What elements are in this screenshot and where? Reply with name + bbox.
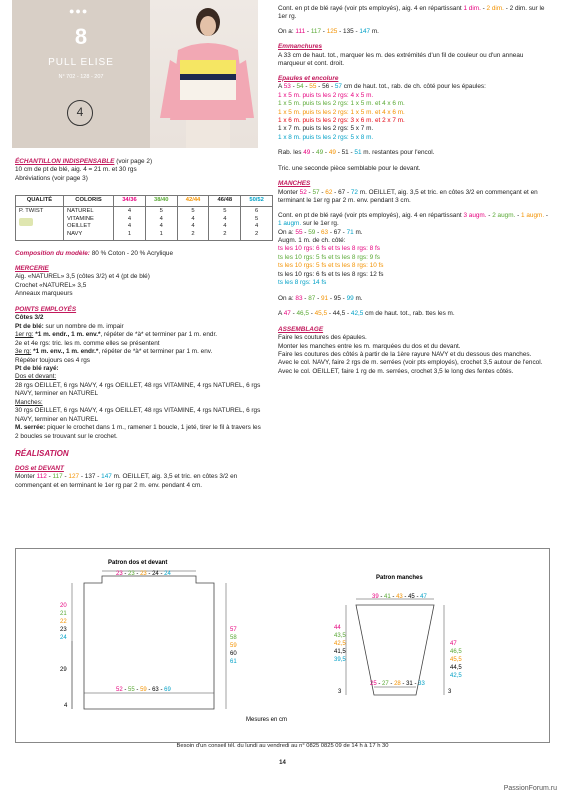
page-number: 14: [279, 760, 286, 766]
col-header: QUALITÉ: [16, 196, 64, 207]
needle-size-badge: 4: [67, 100, 93, 126]
sleeve-right-3: 3: [448, 689, 452, 695]
raye-label: Pt de blé rayé:: [15, 365, 59, 372]
body-right-dim: 61: [230, 659, 237, 665]
epaules-line: 1 x 7 m. puis ts les 2 rgs: 5 x 7 m.: [278, 125, 374, 133]
epaules-title: Epaules et encolure: [278, 74, 339, 82]
body-left-dim: 23: [60, 627, 67, 633]
ptble-label: Pt de blé:: [15, 322, 44, 330]
abbrev-line: Abréviations (voir page 3): [15, 174, 88, 182]
sleeve-left-dim: 42,5: [334, 641, 346, 647]
pattern-diagram: [15, 548, 550, 743]
pattern-header-card: [12, 0, 150, 148]
col-header: COLORIS: [63, 196, 113, 207]
composition-title: Composition du modèle:: [15, 249, 90, 257]
sleeve-bottom-dim: 25 - 27 - 28 - 31 - 33: [370, 681, 425, 687]
dos-devant-title: DOS et DEVANT: [15, 464, 64, 472]
augm-line: ts les 10 rgs: 5 fs et ts les 8 rgs: 10 fs: [278, 262, 384, 270]
ms-label: M. serrée:: [15, 424, 46, 432]
sleeve-right-dim: 46,5: [450, 649, 462, 655]
measures-note: Mesures en cm: [246, 717, 288, 723]
sleeve-left-dim: 43,5: [334, 633, 346, 639]
rg-stitch: *1 m. endr., 1 m. env.*: [33, 331, 101, 339]
colors-cell: NATUREL VITAMINE OEILLET NAVY: [63, 207, 113, 241]
quality-cell: P. TWIST: [16, 207, 64, 241]
rab-final: A 47 - 46,5 - 45,5 - 44,5 - 42,5 cm de haut. tot., rab. ttes les m.: [278, 310, 455, 318]
rg-line: Répéter toujours ces 4 rgs: [15, 356, 90, 364]
body-right-dim: 59: [230, 643, 237, 649]
sleeve-right-dim: 47: [450, 641, 457, 647]
rab-text: Rab. les 49 - 49 - 49 - 51 - 51 m. restantes pour l'encol.: [278, 149, 435, 157]
manches-cont: Cont. en pt de blé rayé (voir pts employés), aig. 4 en répartissant 3 augm. - 2 augm. - 1 augm. - 1 augm. sur le 1er rg.: [278, 211, 548, 228]
points-title: POINTS EMPLOYÉS: [15, 305, 77, 313]
rg-line: 2e et 4e rgs: tric. les m. comme elles se présentent: [15, 339, 160, 347]
cotes-label: Côtes 3/2: [15, 314, 44, 322]
swatch-title: ÉCHANTILLON INDISPENSABLE: [15, 158, 115, 165]
cont-text: Cont. en pt de blé rayé (voir pts employés), aig. 4 en répartissant 1 dim. - 2 dim. - 2 dim. sur le 1er rg.: [278, 5, 545, 21]
diagram-title-body: Patron dos et devant: [108, 560, 168, 566]
epaules-text: A 53 - 54 - 55 - 56 - 57 cm de haut. tot., rab. de ch. côté pour les épaules:: [278, 83, 486, 91]
composition-text: 80 % Coton - 20 % Acrylique: [89, 249, 174, 257]
body-top-dim: 23 - 23 - 23 - 24 - 24: [116, 571, 171, 577]
model-photo: [150, 0, 258, 148]
body-bottom-dim: 52 - 55 - 59 - 63 - 69: [116, 687, 171, 693]
swatch-note: (voir page 2): [114, 158, 153, 165]
assemblage-line: Monter les manches entre les m. marquées du dos et du devant.: [278, 342, 461, 350]
epaules-line: 1 x 5 m. puis ts les 2 rgs: 1 x 5 m. et 4 x 6 m.: [278, 108, 405, 116]
size-cell: 5 4 4 2: [177, 207, 209, 241]
emmanchures-text: A 33 cm de haut. tot., marquer les m. des extrémités d'un fil de couleur ou d'un anneau marqueur et cont. droit.: [278, 51, 524, 68]
mercerie-line: Anneaux marqueurs: [15, 290, 73, 298]
manches-title: MANCHES: [278, 180, 311, 188]
ptble-text: sur un nombre de m. impair: [43, 322, 124, 330]
body-left-dim: 24: [60, 635, 67, 641]
sleeve-left-dim: 39,5: [334, 657, 346, 663]
sleeve-right-dim: 42,5: [450, 673, 462, 679]
yarn-icon: [19, 218, 33, 226]
manches-stripes: 30 rgs OEILLET, 6 rgs NAVY, 4 rgs OEILLET, 48 rgs VITAMINE, 4 rgs NATUREL, 6 rgs NAVY, terminer en NATUREL: [15, 407, 261, 423]
manches-label: Manches:: [15, 398, 43, 406]
swatch-line: 10 cm de pt de blé, aig. 4 = 21 m. et 30 rgs: [15, 166, 137, 174]
epaules-line: 1 x 5 m. puis ts les 2 rgs: 1 x 5 m. et 4 x 6 m.: [278, 100, 405, 108]
body-left-dim: 20: [60, 603, 67, 609]
body-left-dim: 21: [60, 611, 67, 617]
mercerie-line: Aig. «NATUREL» 3,5 (côtes 3/2) et 4 (pt de blé): [15, 273, 150, 281]
manches-text: Monter 52 - 57 - 62 - 67 - 72 m. OEILLET, aig. 3,5 et tric. en côtes 3/2 en commençant et en terminant le 1er rg par 2 m. env. pendant 3 cm.: [278, 188, 538, 205]
yarn-table: [15, 195, 273, 240]
on-a-line: On a: 55 - 59 - 63 - 67 - 71 m.: [278, 228, 363, 236]
dos-devant-text: Monter 112 - 117 - 127 - 137 - 147 m. OEILLET, aig. 3,5 et tric. en côtes 3/2 en commençant et en terminant le 1er rg par 2 m. env. pendant 4 cm.: [15, 473, 238, 489]
mercerie-line: Crochet «NATUREL» 3,5: [15, 281, 87, 289]
assemblage-line: Avec le col. NAVY, faire 2 rgs de m. serrées (voir pts employés), crochet 3,5 autour de l'encol.: [278, 359, 543, 367]
dos-label: Dos et devant:: [15, 373, 57, 381]
difficulty-dots: ●●●: [69, 6, 89, 16]
sleeve-right-dim: 44,5: [450, 665, 462, 671]
emmanchures-title: Emmanchures: [278, 43, 323, 51]
footer-help: Besoin d'un conseil tél. du lundi au vendredi au n° 0825 0825 09 de 14 h à 17 h 30: [176, 743, 389, 749]
rg-label: 3e rg:: [15, 348, 32, 356]
body-right-dim: 57: [230, 627, 237, 633]
on-a-line: On a: 111 - 117 - 125 - 135 - 147 m.: [278, 27, 379, 35]
watermark: PassionForum.ru: [503, 785, 557, 792]
augm-label: Augm. 1 m. de ch. côté:: [278, 236, 346, 244]
assemblage-line: Avec le col. OEILLET, faire 1 rg de m. serrées, crochet 3,5 le long des fentes côtés.: [278, 367, 514, 375]
pattern-number: 8: [74, 24, 88, 49]
on-a-line: On a: 83 - 87 - 91 - 95 - 99 m.: [278, 294, 363, 302]
sleeve-right-dim: 45,5: [450, 657, 462, 663]
pattern-ref: N° 702 - 128 - 207: [58, 74, 104, 80]
assemblage-line: Faire les coutures des côtés à partir de la 1ère rayure NAVY et du dessous des manches.: [278, 350, 532, 358]
rg-stitch: *1 m. env., 1 m. endr.*: [31, 348, 99, 356]
body-left-dim: 22: [60, 619, 67, 625]
rg-text: , répéter de *à* et terminer par 1 m. endr.: [100, 331, 218, 339]
left-column: [15, 158, 265, 490]
col-header: 46/48: [209, 196, 241, 207]
tric-text: Tric. une seconde pièce semblable pour le devant.: [278, 164, 421, 172]
augm-line: ts les 8 rgs: 14 fs: [278, 279, 327, 287]
mercerie-title: MERCERIE: [15, 265, 49, 273]
body-left-dim-4: 4: [64, 703, 68, 709]
sleeve-left-dim: 41,5: [334, 649, 346, 655]
col-header: 34/36: [114, 196, 146, 207]
realisation-title: RÉALISATION: [15, 449, 69, 459]
right-column: [278, 5, 550, 376]
col-header: 50/52: [241, 196, 273, 207]
sleeve-left-3: 3: [338, 689, 342, 695]
epaules-line: 1 x 8 m. puis ts les 2 rgs: 5 x 8 m.: [278, 133, 374, 141]
augm-line: ts les 10 rgs: 6 fs et ts les 8 rgs: 12 fs: [278, 270, 384, 278]
body-right-dim: 58: [230, 635, 237, 641]
ms-text: piquer le crochet dans 1 m., ramener 1 boucle, 1 jeté, tirer le fil à travers les 2 boucles se trouvant sur le crochet.: [15, 424, 261, 440]
augm-line: ts les 10 rgs: 6 fs et ts les 8 rgs: 8 fs: [278, 245, 380, 253]
size-cell: 5 4 4 2: [209, 207, 241, 241]
col-header: 42/44: [177, 196, 209, 207]
assemblage-line: Faire les coutures des épaules.: [278, 334, 367, 342]
dos-stripes: 28 rgs OEILLET, 6 rgs NAVY, 4 rgs OEILLET, 48 rgs VITAMINE, 4 rgs NATUREL, 6 rgs NAVY, terminer en NATUREL: [15, 381, 261, 398]
rg-text: , répéter de *à* et terminer par 1 m. env.: [98, 348, 213, 356]
col-header: 38/40: [145, 196, 177, 207]
size-cell: 5 4 4 1: [145, 207, 177, 241]
size-cell: 6 5 4 2: [241, 207, 273, 241]
body-right-dim: 60: [230, 651, 237, 657]
epaules-line: 1 x 5 m. puis ts les 2 rgs: 4 x 5 m.: [278, 91, 374, 99]
assemblage-title: ASSEMBLAGE: [278, 325, 324, 333]
rg-label: 1er rg:: [15, 331, 34, 339]
size-cell: 4 4 4 1: [114, 207, 146, 241]
augm-line: ts les 10 rgs: 5 fs et ts les 8 rgs: 9 fs: [278, 253, 380, 261]
pattern-name: PULL ELISE: [48, 57, 114, 68]
sleeve-top-dim: 39 - 41 - 43 - 45 - 47: [372, 594, 427, 600]
table-row: [16, 207, 273, 241]
diagram-title-sleeve: Patron manches: [376, 575, 423, 581]
sleeve-left-dim: 44: [334, 625, 341, 631]
epaules-line: 1 x 6 m. puis ts les 2 rgs: 3 x 6 m. et 2 x 7 m.: [278, 116, 405, 124]
body-left-dim-29: 29: [60, 667, 67, 673]
